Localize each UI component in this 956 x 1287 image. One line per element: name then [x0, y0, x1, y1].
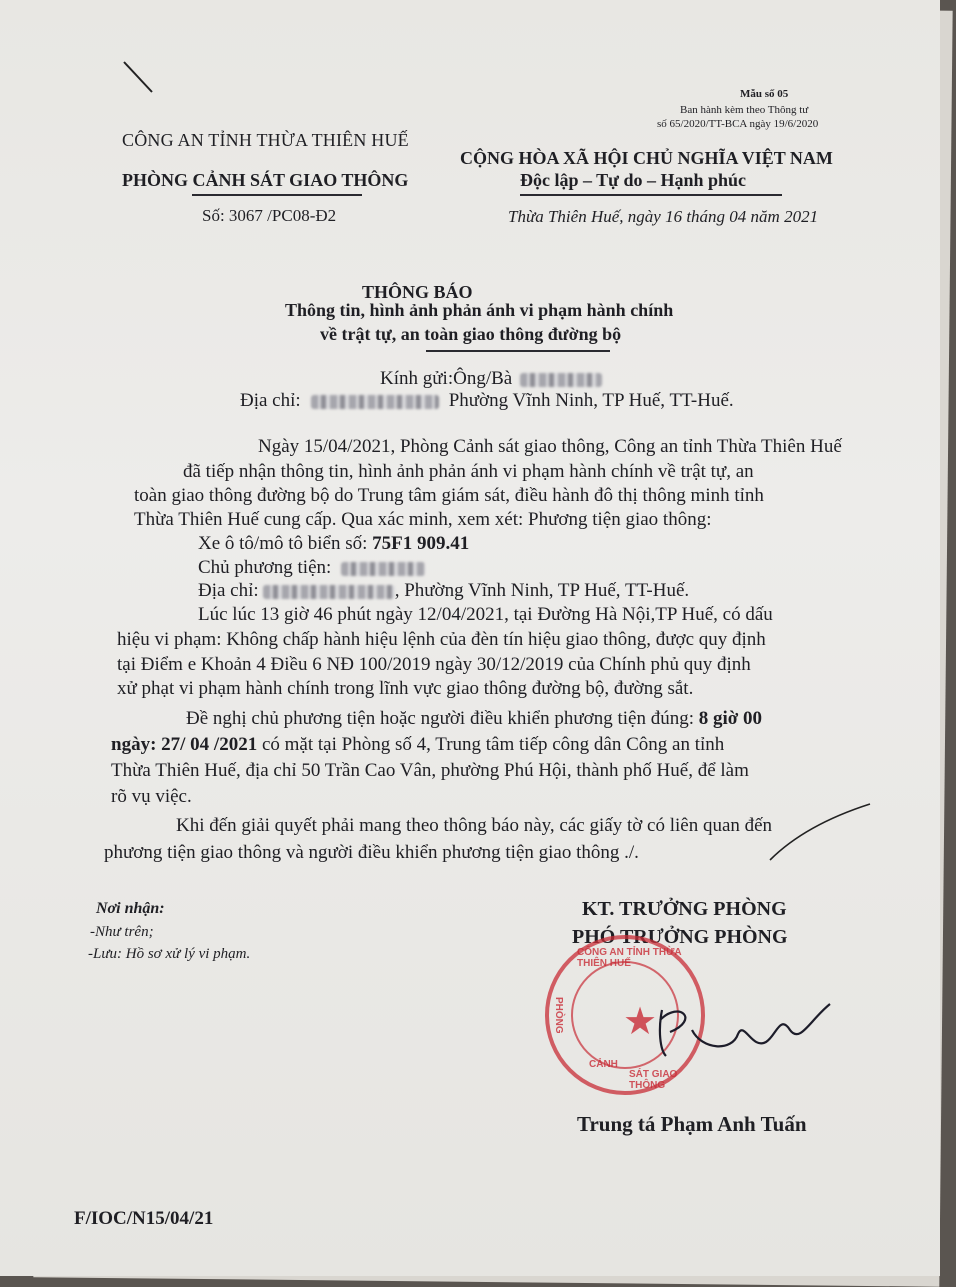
- recipient-address-line: [240, 390, 734, 412]
- title-underline: [426, 350, 610, 352]
- signer-title-1: KT. TRƯỞNG PHÒNG: [582, 898, 787, 920]
- seal-text-left: PHÒNG: [553, 997, 564, 1034]
- form-issued-line2: số 65/2020/TT-BCA ngày 19/6/2020: [657, 118, 819, 130]
- pen-tick-icon: [760, 800, 880, 870]
- owner-address-label: Địa chỉ:: [198, 580, 259, 601]
- address-label: Địa chỉ:: [240, 390, 301, 411]
- body-p4-line1: Khi đến giải quyết phải mang theo thông báo này, các giấy tờ có liên quan đến: [176, 815, 773, 836]
- document-number: Số: 3067 /PC08-Đ2: [202, 206, 337, 225]
- redacted-name: [520, 373, 602, 387]
- body-p1-line4: Thừa Thiên Huế cung cấp. Qua xác minh, xem xét: Phương tiện giao thông:: [134, 509, 712, 530]
- body-p3-line4: rõ vụ việc.: [111, 786, 192, 807]
- handwritten-signature-icon: [640, 990, 840, 1070]
- nation-title: CỘNG HÒA XÃ HỘI CHỦ NGHĨA VIỆT NAM: [460, 148, 833, 168]
- redacted-address: [311, 395, 439, 409]
- seal-text-canh: CẢNH: [589, 1059, 618, 1070]
- plate-number: 75F1 909.41: [372, 533, 470, 554]
- recipient-line: [380, 368, 602, 390]
- owner-address-line: [198, 580, 689, 602]
- appointment-text: Đề nghị chủ phương tiện hoặc người điều khiển phương tiện đúng:: [186, 708, 699, 729]
- notice-title: THÔNG BÁO: [362, 282, 473, 302]
- recipients-item-2: -Lưu: Hồ sơ xử lý vi phạm.: [88, 946, 251, 962]
- owner-address-rest: , Phường Vĩnh Ninh, TP Huế, TT-Huế.: [394, 580, 690, 601]
- recipient-label: Kính gửi:Ông/Bà: [380, 368, 513, 389]
- recipients-title: Nơi nhận:: [96, 900, 165, 917]
- body-p1-line3: toàn giao thông đường bộ do Trung tâm giám sát, điều hành đô thị thông minh tỉnh: [134, 485, 764, 506]
- owner-line: [198, 557, 425, 579]
- appointment-place: có mặt tại Phòng số 4, Trung tâm tiếp công dân Công an tỉnh: [257, 734, 725, 755]
- notice-subtitle-1: Thông tin, hình ảnh phản ánh vi phạm hành chính: [285, 300, 674, 320]
- body-p4-line2: phương tiện giao thông và người điều khiển phương tiện giao thông ./.: [104, 842, 639, 863]
- place-date: Thừa Thiên Huế, ngày 16 tháng 04 năm 2021: [508, 207, 819, 226]
- body-p2-line4: xử phạt vi phạm hành chính trong lĩnh vực giao thông đường bộ, đường sắt.: [117, 678, 694, 699]
- signer-name: Trung tá Phạm Anh Tuấn: [577, 1112, 807, 1136]
- redacted-owner-address: [263, 585, 395, 599]
- seal-text-bottom: SÁT GIAO THÔNG: [629, 1069, 678, 1091]
- footer-code: F/IOC/N15/04/21: [74, 1208, 214, 1229]
- plate-line: [198, 533, 469, 555]
- seal-text-top: CÔNG AN TỈNH THỪA THIÊN HUẾ: [577, 947, 682, 969]
- agency-line2: PHÒNG CẢNH SÁT GIAO THÔNG: [122, 170, 409, 190]
- signer-title-2: PHÓ TRƯỞNG PHÒNG: [572, 926, 788, 948]
- owner-label: Chủ phương tiện:: [198, 557, 332, 578]
- pen-mark-icon: [120, 58, 160, 98]
- body-p1-line1: Ngày 15/04/2021, Phòng Cảnh sát giao thông, Công an tỉnh Thừa Thiên Huế: [258, 436, 842, 457]
- motto-underline: [520, 194, 782, 196]
- appointment-time: 8 giờ 00: [698, 708, 763, 729]
- form-issued-line1: Ban hành kèm theo Thông tư: [680, 104, 809, 116]
- plate-label: Xe ô tô/mô tô biển số:: [198, 533, 373, 554]
- body-p3-line3: Thừa Thiên Huế, địa chỉ 50 Trần Cao Vân, phường Phú Hội, thành phố Huế, để làm: [111, 760, 749, 781]
- body-p2-line2: hiệu vi phạm: Không chấp hành hiệu lệnh của đèn tín hiệu giao thông, được quy định: [117, 629, 766, 650]
- appointment-date: 27/ 04 /2021: [161, 734, 258, 755]
- form-number: Mẫu số 05: [740, 88, 789, 100]
- body-p2-line3: tại Điểm e Khoản 4 Điều 6 NĐ 100/2019 ngày 30/12/2019 của Chính phủ quy định: [117, 654, 751, 675]
- agency-line1: CÔNG AN TỈNH THỪA THIÊN HUẾ: [122, 130, 409, 150]
- body-p3-line2: [111, 734, 724, 756]
- body-p2-line1: Lúc lúc 13 giờ 46 phút ngày 12/04/2021, tại Đường Hà Nội,TP Huế, có dấu: [198, 604, 773, 625]
- redacted-owner: [341, 562, 425, 576]
- motto-line: Độc lập – Tự do – Hạnh phúc: [520, 170, 747, 190]
- address-rest: Phường Vĩnh Ninh, TP Huế, TT-Huế.: [448, 390, 734, 411]
- agency-underline: [192, 194, 362, 196]
- body-p3-line1: [186, 708, 762, 730]
- seal-star-icon: ★: [623, 1001, 658, 1043]
- body-p1-line2: đã tiếp nhận thông tin, hình ảnh phản ánh vi phạm hành chính về trật tự, an: [183, 461, 754, 482]
- recipients-item-1: -Như trên;: [90, 924, 154, 940]
- appointment-date-label: ngày:: [111, 734, 162, 755]
- notice-subtitle-2: về trật tự, an toàn giao thông đường bộ: [320, 324, 622, 344]
